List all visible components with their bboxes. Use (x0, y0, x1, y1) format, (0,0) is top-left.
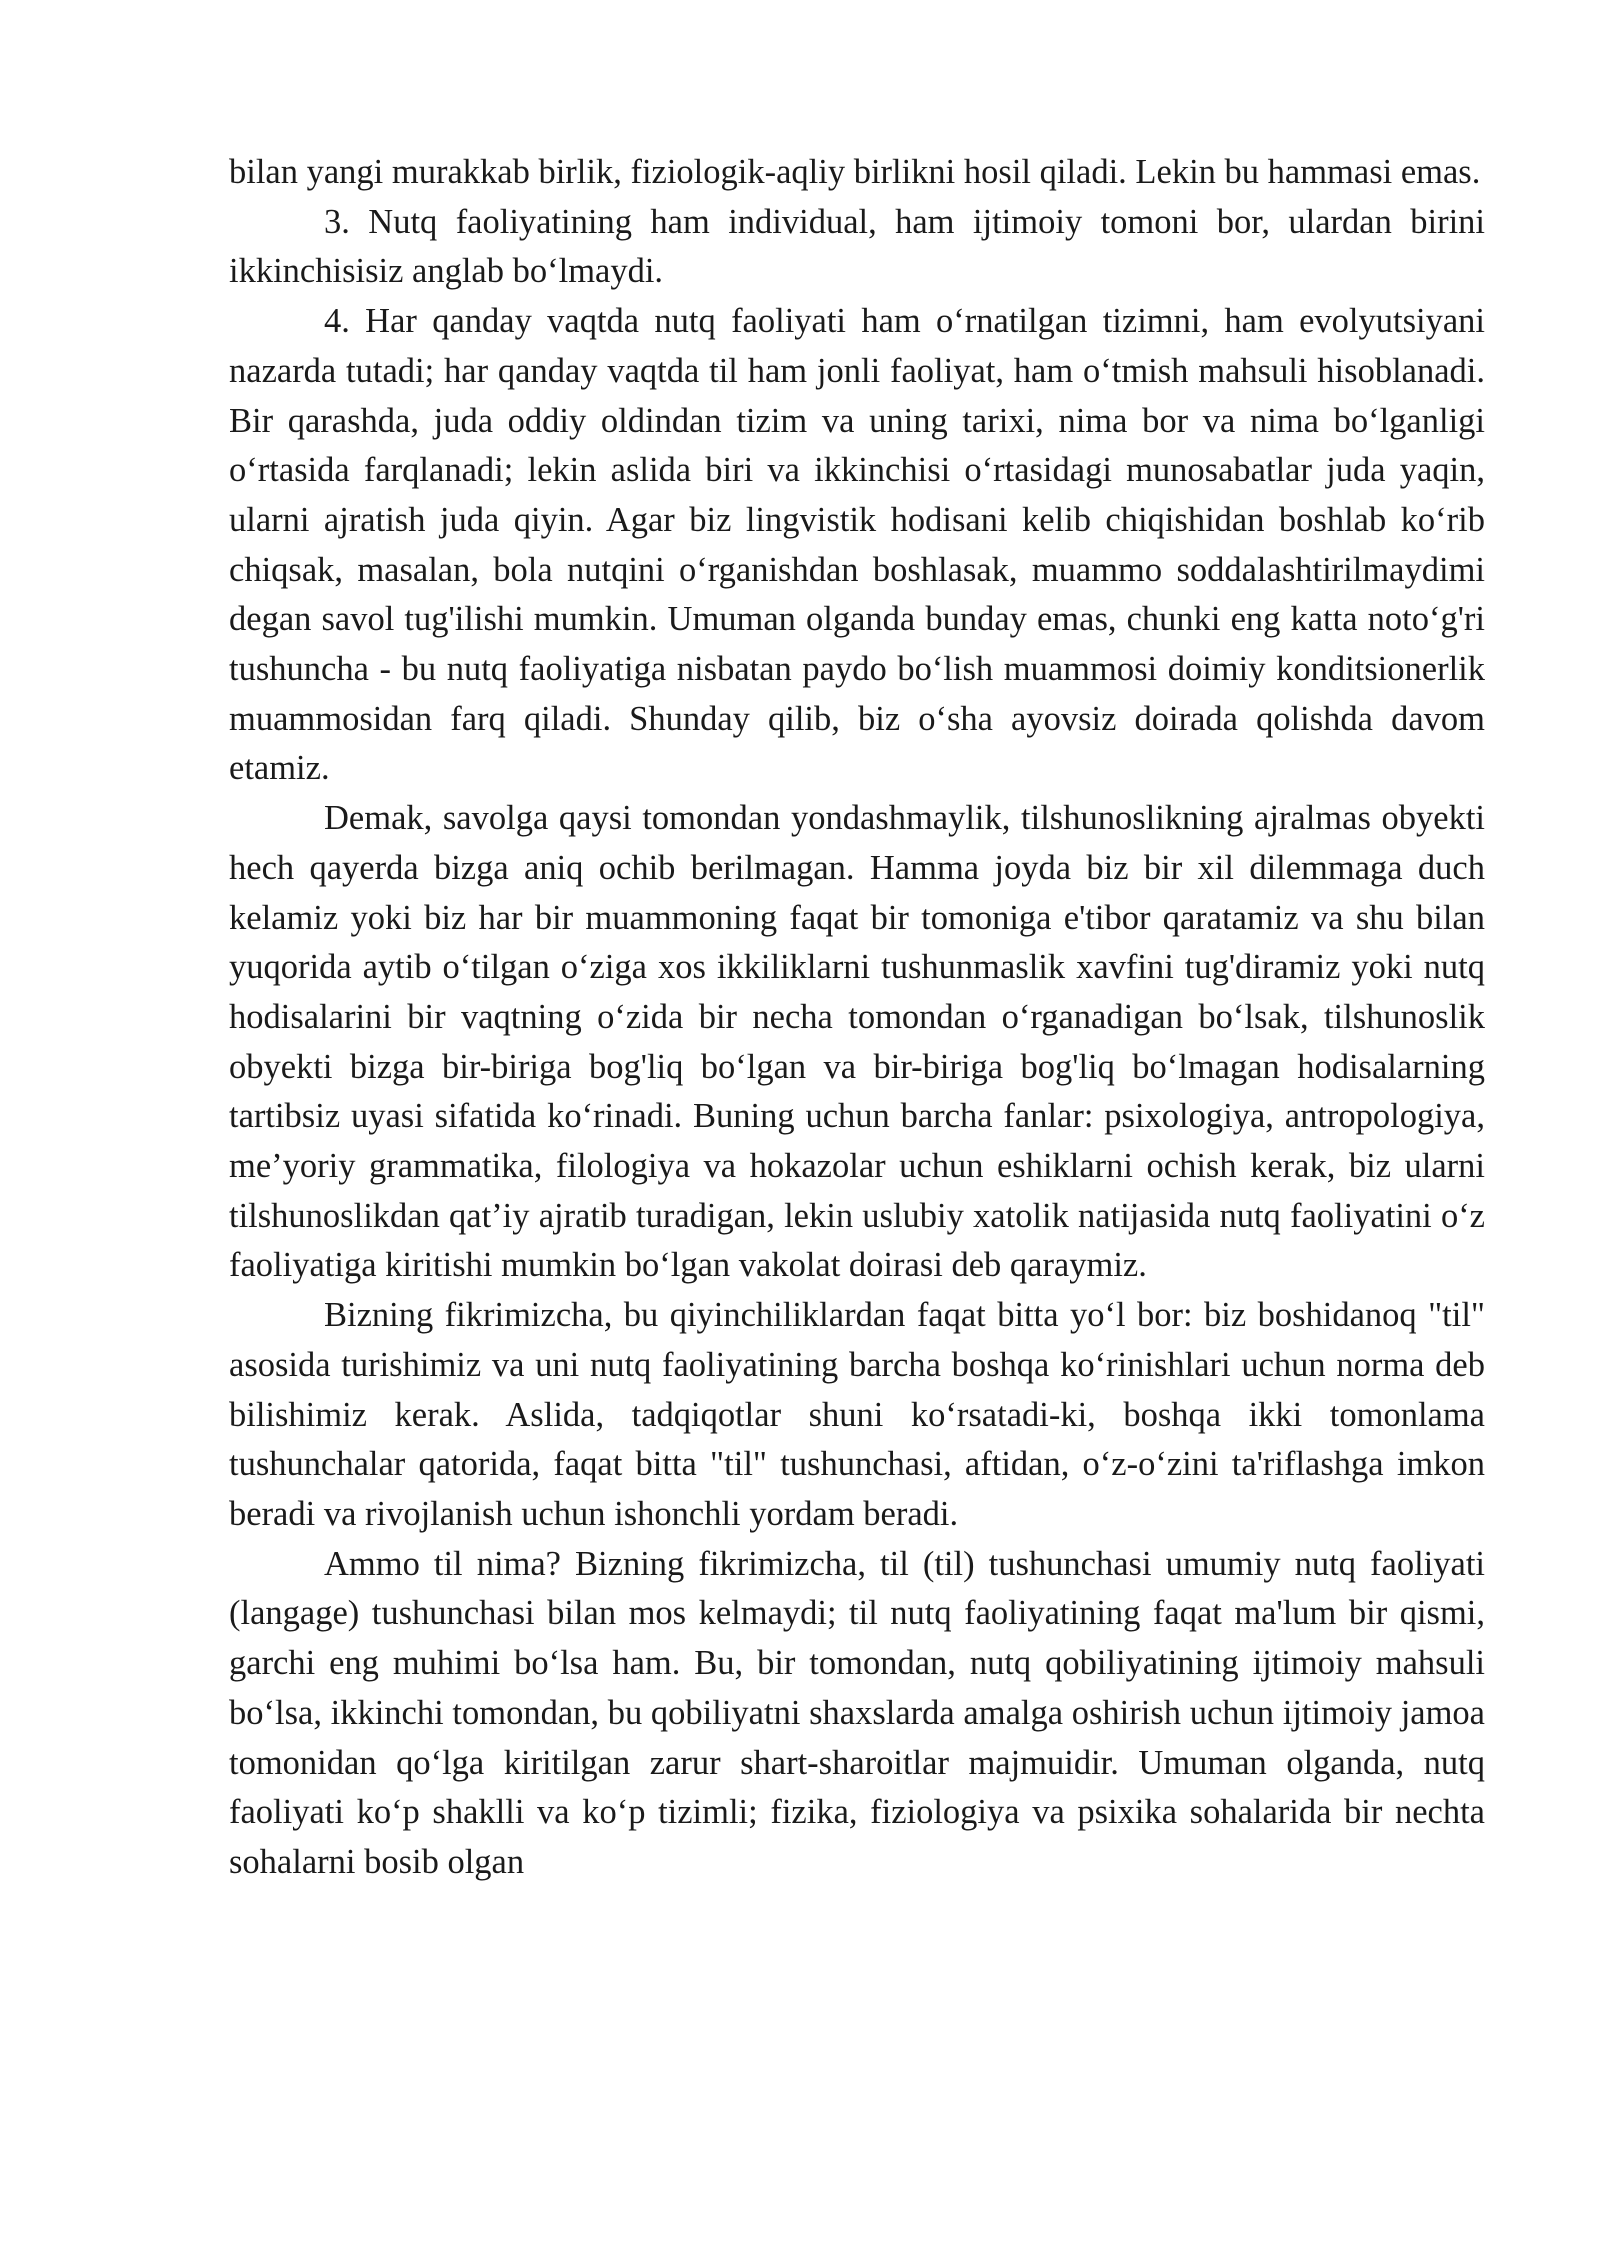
body-text (229, 148, 1485, 1888)
paragraph-ammo-til-nima: Ammo til nima? Bizning fikrimizcha, til (til) tushunchasi umumiy nutq faoliyati (langage) tushunchasi bilan mos kelmaydi; til nutq faoliyatining faqat ma'lum bir qismi, garchi eng muhimi bo‘lsa ham. Bu, bir tomondan, nutq qobiliyatining ijtimoiy mahsuli bo‘lsa, ikkinchi tomondan, bu qobiliyatni shaxslarda amalga oshirish uchun ijtimoiy jamoa tomonidan qo‘lga kiritilgan zarur shart-sharoitlar majmuidir. Umuman olganda, nutq faoliyati ko‘p shaklli va ko‘p tizimli; fizika, fiziologiya va psixika sohalarida bir nechta sohalarni bosib olgan (229, 1544, 1485, 1881)
paragraph-demak: Demak, savolga qaysi tomondan yondashmaylik, tilshunoslikning ajralmas obyekti hech qayerda bizga aniq ochib berilmagan. Hamma joyda biz bir xil dilemmaga duch kelamiz yoki biz har bir muammoning faqat bir tomoniga e'tibor qaratamiz va shu bilan yuqorida aytib o‘tilgan o‘ziga xos ikkiliklarni tushunmaslik xavfini tug'diramiz yoki nutq hodisalarini bir vaqtning o‘zida bir necha tomondan o‘rganadigan bo‘lsak, tilshunoslik obyekti bizga bir-biriga bog'liq bo‘lgan va bir-biriga bog'liq bo‘lmagan hodisalarning tartibsiz uyasi sifatida ko‘rinadi. Buning uchun barcha fanlar: psixologiya, antropologiya, me’yoriy grammatika, filologiya va hokazolar uchun eshiklarni ochish kerak, biz ularni tilshunoslikdan qat’iy ajratib turadigan, lekin uslubiy xatolik natijasida nutq faoliyatini o‘z faoliyatiga kiritishi mumkin bo‘lgan vakolat doirasi deb qaraymiz. (229, 799, 1485, 1285)
paragraph-point-4: 4. Har qanday vaqtda nutq faoliyati ham o‘rnatilgan tizimni, ham evolyutsiyani nazarda tutadi; har qanday vaqtda til ham jonli faoliyat, ham o‘tmish mahsuli hisoblanadi. Bir qarashda, juda oddiy oldindan tizim va uning tarixi, nima bor va nima bo‘lganligi o‘rtasida farqlanadi; lekin aslida biri va ikkinchisi o‘rtasidagi munosabatlar juda yaqin, ularni ajratish juda qiyin. Agar biz lingvistik hodisani kelib chiqishidan boshlab ko‘rib chiqsak, masalan, bola nutqini o‘rganishdan boshlasak, muammo soddalashtirilmaydimi degan savol tug'ilishi mumkin. Umuman olganda bunday emas, chunki eng katta noto‘g'ri tushuncha - bu nutq faoliyatiga nisbatan paydo bo‘lish muammosi doimiy konditsionerlik muammosidan farq qiladi. Shunday qilib, biz o‘sha ayovsiz doirada qolishda davom etamiz. (229, 302, 1485, 788)
paragraph-continuation: bilan yangi murakkab birlik, fiziologik-aqliy birlikni hosil qiladi. Lekin bu hammasi emas. (229, 153, 1481, 191)
paragraph-point-3: 3. Nutq faoliyatining ham individual, ham ijtimoiy tomoni bor, ulardan birini ikkinchisisiz anglab bo‘lmaydi. (229, 202, 1485, 291)
paragraph-bizning-fikrimizcha: Bizning fikrimizcha, bu qiyinchiliklardan faqat bitta yo‘l bor: biz boshidanoq "til" asosida turishimiz va uni nutq faoliyatining barcha boshqa ko‘rinishlari uchun norma deb bilishimiz kerak. Aslida, tadqiqotlar shuni ko‘rsatadi-ki, boshqa ikki tomonlama tushunchalar qatorida, faqat bitta "til" tushunchasi, aftidan, o‘z-o‘zini ta'riflashga imkon beradi va rivojlanish uchun ishonchli yordam beradi. (229, 1296, 1485, 1533)
